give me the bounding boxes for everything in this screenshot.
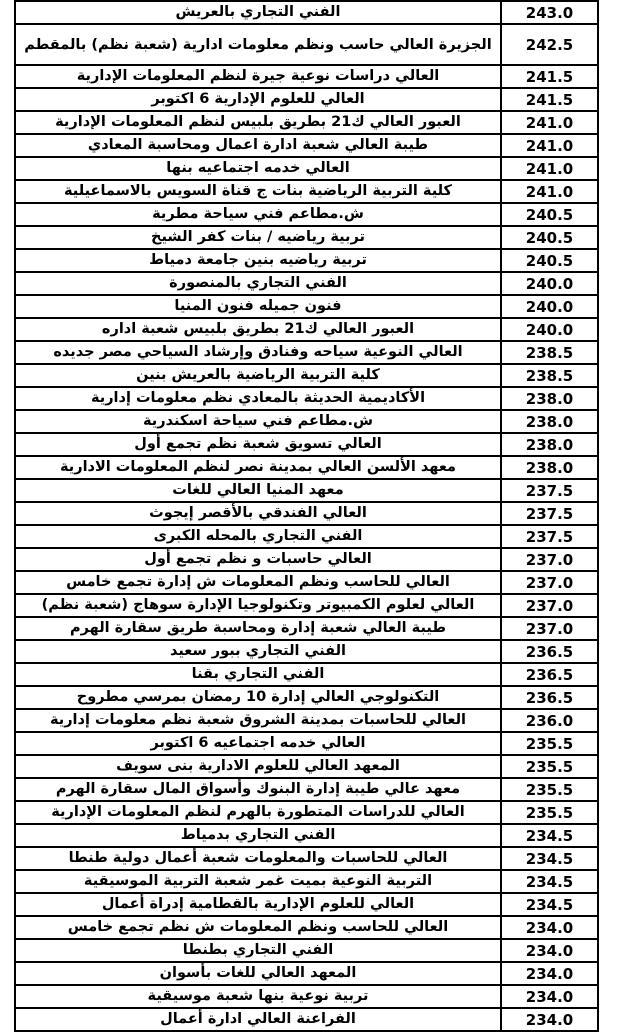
institute-name-cell: طيبة العالي شعبة إدارة ومحاسبة طريق سقارة الهرم: [15, 617, 501, 640]
table-row: [15, 686, 598, 709]
score-cell: 237.0: [501, 548, 598, 571]
table-row: [15, 525, 598, 548]
score-cell: 238.0: [501, 433, 598, 456]
scores-table: [14, 0, 599, 1032]
score-cell: 240.0: [501, 318, 598, 341]
table-row: [15, 249, 598, 272]
institute-name-cell: كلية التربية الرياضية بالعريش بنين: [15, 364, 501, 387]
institute-name-cell: الفني التجاري بدمياط: [15, 824, 501, 847]
table-row: [15, 985, 598, 1008]
table-row: [15, 1, 598, 24]
score-cell: 241.0: [501, 111, 598, 134]
table-row: [15, 617, 598, 640]
table-row: [15, 203, 598, 226]
institute-name-cell: العالي الفندقي بالأقصر إيجوث: [15, 502, 501, 525]
institute-name-cell: العبور العالي ك21 بطريق بلبيس لنظم المعلومات الإدارية: [15, 111, 501, 134]
score-cell: 236.5: [501, 640, 598, 663]
institute-name-cell: العالي لعلوم الكمبيوتر وتكنولوجيا الإدارة سوهاج (شعبة نظم): [15, 594, 501, 617]
institute-name-cell: تربية رياضيه بنين جامعة دمياط: [15, 249, 501, 272]
table-row: [15, 801, 598, 824]
score-cell: 237.0: [501, 594, 598, 617]
score-cell: 240.5: [501, 203, 598, 226]
institute-name-cell: العالي للحاسب ونظم المعلومات ش إدارة تجمع خامس: [15, 571, 501, 594]
institute-name-cell: المعهد العالي للعلوم الادارية بنى سويف: [15, 755, 501, 778]
institute-name-cell: العالي للعلوم الإدارية بالقطامية إدراة أعمال: [15, 893, 501, 916]
institute-name-cell: العالي دراسات نوعية جيرة لنظم المعلومات الإدارية: [15, 65, 501, 88]
institute-name-cell: الفراعنة العالي ادارة أعمال: [15, 1008, 501, 1031]
score-cell: 242.5: [501, 24, 598, 65]
table-row: [15, 847, 598, 870]
institute-name-cell: الأكاديمية الحديثة بالمعادي نظم معلومات إدارية: [15, 387, 501, 410]
results-sheet: [14, 0, 611, 1029]
score-cell: 238.0: [501, 410, 598, 433]
score-cell: 236.0: [501, 709, 598, 732]
institute-name-cell: معهد المنيا العالي للغات: [15, 479, 501, 502]
score-cell: 235.5: [501, 778, 598, 801]
institute-name-cell: معهد الألسن العالي بمدينة نصر لنظم المعلومات الادارية: [15, 456, 501, 479]
table-row: [15, 709, 598, 732]
institute-name-cell: الفني التجاري بالمحله الكبرى: [15, 525, 501, 548]
institute-name-cell: العالي للدراسات المتطورة بالهرم لنظم المعلومات الإدارية: [15, 801, 501, 824]
institute-name-cell: الجزيرة العالي حاسب ونظم معلومات ادارية (شعبة نظم) بالمقطم: [15, 24, 501, 65]
score-cell: 240.5: [501, 226, 598, 249]
institute-name-cell: العالي تسويق شعبة نظم تجمع أول: [15, 433, 501, 456]
institute-name-cell: العالي للحاسب ونظم المعلومات ش نظم تجمع خامس: [15, 916, 501, 939]
score-cell: 234.5: [501, 824, 598, 847]
table-row: [15, 732, 598, 755]
score-cell: 241.5: [501, 88, 598, 111]
institute-name-cell: ش.مطاعم فني سياحة اسكندرية: [15, 410, 501, 433]
score-cell: 238.0: [501, 387, 598, 410]
table-row: [15, 65, 598, 88]
table-row: [15, 548, 598, 571]
institute-name-cell: الفني التجاري بقنا: [15, 663, 501, 686]
table-row: [15, 870, 598, 893]
score-cell: 236.5: [501, 686, 598, 709]
table-row: [15, 916, 598, 939]
scores-table-body: [15, 1, 598, 1031]
table-row: [15, 410, 598, 433]
score-cell: 237.0: [501, 617, 598, 640]
table-row: [15, 111, 598, 134]
institute-name-cell: العالي خدمه اجتماعيه بنها: [15, 157, 501, 180]
score-cell: 241.5: [501, 65, 598, 88]
score-cell: 238.0: [501, 456, 598, 479]
score-cell: 241.0: [501, 180, 598, 203]
score-cell: 234.0: [501, 962, 598, 985]
table-row: [15, 824, 598, 847]
table-row: [15, 962, 598, 985]
table-row: [15, 272, 598, 295]
institute-name-cell: العالي للعلوم الإدارية 6 اكتوبر: [15, 88, 501, 111]
score-cell: 237.5: [501, 479, 598, 502]
institute-name-cell: المعهد العالي للغات بأسوان: [15, 962, 501, 985]
table-row: [15, 663, 598, 686]
table-row: [15, 180, 598, 203]
table-row: [15, 456, 598, 479]
score-cell: 243.0: [501, 1, 598, 24]
score-cell: 240.0: [501, 295, 598, 318]
score-cell: 234.0: [501, 916, 598, 939]
institute-name-cell: تربية رياضيه / بنات كفر الشيخ: [15, 226, 501, 249]
table-row: [15, 479, 598, 502]
table-row: [15, 295, 598, 318]
institute-name-cell: الفني التجاري ببور سعيد: [15, 640, 501, 663]
institute-name-cell: الفني التجاري بالمنصورة: [15, 272, 501, 295]
table-row: [15, 893, 598, 916]
table-row: [15, 1008, 598, 1031]
table-row: [15, 226, 598, 249]
score-cell: 236.5: [501, 663, 598, 686]
institute-name-cell: فنون جميله فنون المنيا: [15, 295, 501, 318]
institute-name-cell: كلية التربية الرياضية بنات ج قناة السويس بالاسماعيلية: [15, 180, 501, 203]
score-cell: 234.0: [501, 1008, 598, 1031]
table-row: [15, 433, 598, 456]
institute-name-cell: العبور العالي ك21 بطريق بلبيس شعبة اداره: [15, 318, 501, 341]
table-row: [15, 387, 598, 410]
score-cell: 237.0: [501, 571, 598, 594]
institute-name-cell: التربية النوعية بميت غمر شعبة التربية الموسيقية: [15, 870, 501, 893]
score-cell: 234.5: [501, 893, 598, 916]
score-cell: 241.0: [501, 134, 598, 157]
institute-name-cell: التكنولوجي العالي إدارة 10 رمضان بمرسي مطروح: [15, 686, 501, 709]
score-cell: 234.5: [501, 847, 598, 870]
institute-name-cell: العالي خدمه اجتماعيه 6 اكتوبر: [15, 732, 501, 755]
table-row: [15, 755, 598, 778]
table-row: [15, 364, 598, 387]
table-row: [15, 88, 598, 111]
score-cell: 240.5: [501, 249, 598, 272]
table-row: [15, 939, 598, 962]
institute-name-cell: الفني التجاري بالعريش: [15, 1, 501, 24]
institute-name-cell: تربية نوعية بنها شعبة موسيقية: [15, 985, 501, 1008]
score-cell: 240.0: [501, 272, 598, 295]
table-row: [15, 502, 598, 525]
institute-name-cell: العالي للحاسبات بمدينة الشروق شعبة نظم معلومات إدارية: [15, 709, 501, 732]
score-cell: 238.5: [501, 341, 598, 364]
table-row: [15, 341, 598, 364]
institute-name-cell: العالي للحاسبات والمعلومات شعبة أعمال دولية طنطا: [15, 847, 501, 870]
table-row: [15, 157, 598, 180]
table-row: [15, 24, 598, 65]
table-row: [15, 640, 598, 663]
table-row: [15, 318, 598, 341]
table-row: [15, 571, 598, 594]
table-row: [15, 134, 598, 157]
score-cell: 234.0: [501, 939, 598, 962]
institute-name-cell: العالي حاسبات و نظم تجمع أول: [15, 548, 501, 571]
institute-name-cell: ش.مطاعم فني سياحة مطرية: [15, 203, 501, 226]
score-cell: 234.5: [501, 870, 598, 893]
score-cell: 238.5: [501, 364, 598, 387]
score-cell: 235.5: [501, 755, 598, 778]
score-cell: 241.0: [501, 157, 598, 180]
table-row: [15, 594, 598, 617]
institute-name-cell: طيبة العالي شعبة ادارة اعمال ومحاسبة المعادي: [15, 134, 501, 157]
score-cell: 234.0: [501, 985, 598, 1008]
score-cell: 235.5: [501, 801, 598, 824]
score-cell: 237.5: [501, 525, 598, 548]
score-cell: 237.5: [501, 502, 598, 525]
institute-name-cell: الفني التجاري بطنطا: [15, 939, 501, 962]
score-cell: 235.5: [501, 732, 598, 755]
table-row: [15, 778, 598, 801]
institute-name-cell: معهد عالي طيبة إدارة البنوك وأسواق المال سقارة الهرم: [15, 778, 501, 801]
institute-name-cell: العالي النوعية سياحه وفنادق وإرشاد السياحي مصر جديده: [15, 341, 501, 364]
